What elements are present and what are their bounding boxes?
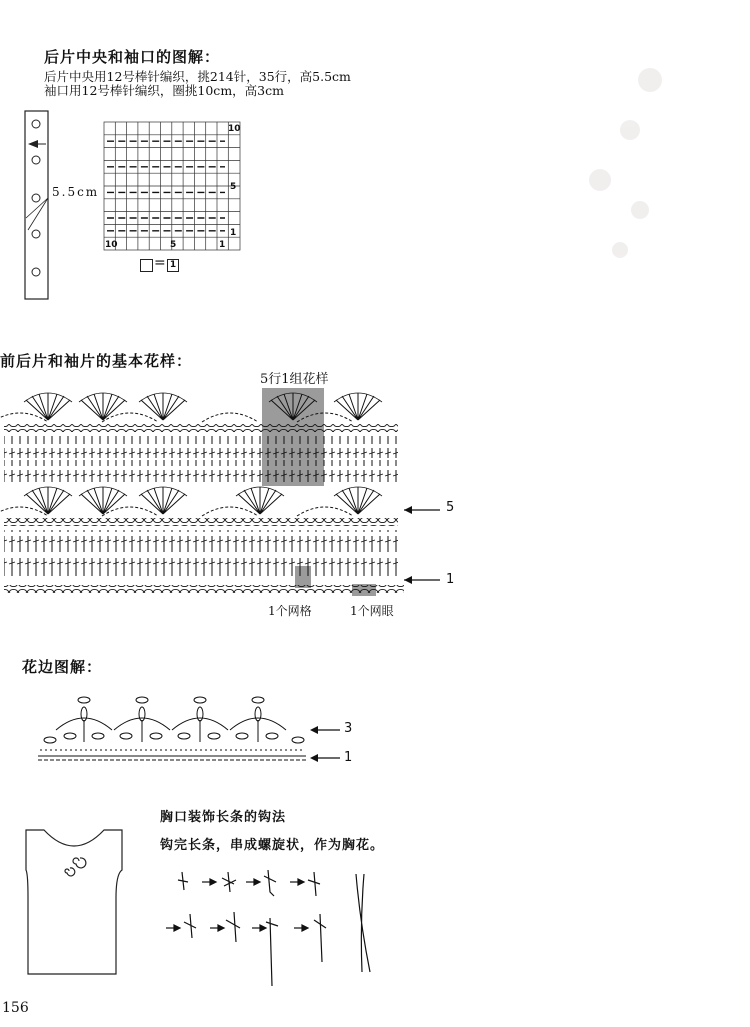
repeat-label: 5行1组花样 [260,372,329,387]
basic-pattern-crochet-chart [0,380,410,602]
page-number: 156 [2,1000,29,1016]
vest-silhouette [22,828,130,978]
knitting-chart-grid [104,122,244,252]
caption-one-mesh: 1个网格 [268,604,312,618]
placket-strip-diagram [24,110,54,302]
scan-smudge [560,60,700,260]
grid-row-label-1: 1 [230,228,237,238]
edging-row-marker-3: 3 [344,721,353,736]
grid-row-label-10: 10 [228,124,241,134]
section1-line1: 后片中央用12号棒针编织，挑214针，35行，高5.5cm [44,69,351,84]
section2-title: 前后片和袖片的基本花样： [0,352,193,370]
grid-col-label-10: 10 [105,240,118,250]
brooch-spiral-icon [65,858,86,876]
caption-one-eye: 1个网眼 [350,604,394,618]
section3-title: 花边图解： [22,658,103,676]
pattern-row-marker-5: 5 [446,500,455,515]
grid-row-label-5: 5 [230,182,237,192]
chain-steps-illustration [160,862,400,992]
edging-crochet-chart [36,696,356,768]
legend-empty-square [140,259,153,272]
section1-line2: 袖口用12号棒针编织，圈挑10cm，高3cm [44,83,284,98]
legend-knit-symbol: 1 [167,259,179,272]
pattern-row-marker-1: 1 [446,572,455,587]
grid-col-label-1: 1 [219,240,226,250]
grid-col-label-5: 5 [170,240,177,250]
strip-height-label: 5.5cm [52,185,100,199]
edging-row-marker-1: 1 [344,750,353,765]
section1-title: 后片中央和袖口的图解： [44,48,221,66]
section4-description: 钩完长条，串成螺旋状，作为胸花。 [160,838,385,853]
section4-title: 胸口装饰长条的钩法 [160,810,287,825]
legend-equals: = [154,255,166,271]
